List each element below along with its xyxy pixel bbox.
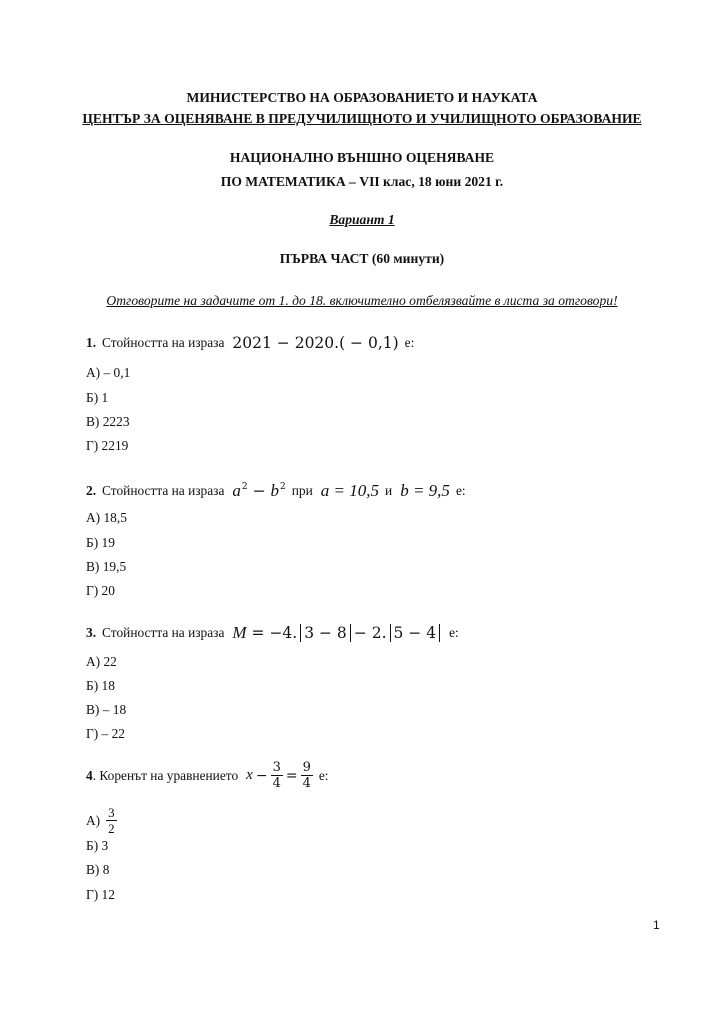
page-number: 1 (653, 918, 660, 932)
math-expression: M = −4. 3 − 8 − 2. 5 − 4 (232, 623, 443, 643)
option-d: Г) 2219 (86, 438, 129, 453)
fraction: $\frac{9}{4}$ (302, 760, 311, 791)
condition-word: при (291, 483, 313, 498)
option-b: Б) 18 (86, 678, 115, 693)
option-c: В) – 18 (86, 702, 127, 717)
option-c: В) 19,5 (86, 559, 127, 574)
question-number: 3. (86, 625, 97, 640)
condition-b: b = 9,5 (400, 481, 450, 500)
question-text: Стойността на израза (102, 483, 225, 498)
question-2 (86, 481, 466, 501)
instruction-text: Отговорите на задачите от 1. до 18. включително отбелязвайте в листа за отговори! (106, 293, 618, 308)
part-heading: ПЪРВА ЧАСТ (60 минути) (279, 251, 445, 266)
option-b: Б) 3 (86, 838, 109, 853)
question-number: 2. (86, 483, 97, 498)
fraction: $\frac{3}{4}$ (272, 760, 281, 791)
exam-title: НАЦИОНАЛНО ВЪНШНО ОЦЕНЯВАНЕ (229, 150, 495, 165)
condition-a: a = 10,5 (320, 481, 380, 500)
option-c: В) 8 (86, 862, 110, 877)
option-d: Г) 20 (86, 583, 115, 598)
math-expression: $a^2 - b^2$ (232, 481, 286, 500)
option-a: А) 18,5 (86, 510, 127, 525)
variant-label: Вариант 1 (329, 212, 395, 227)
question-number: 4 (86, 767, 93, 783)
question-suffix: е: (455, 483, 466, 498)
question-4 (86, 760, 329, 791)
question-suffix: е: (404, 335, 415, 350)
question-suffix: е: (449, 625, 459, 640)
question-3 (86, 623, 459, 643)
math-expression: 2021 − 2020.( − 0,1) (232, 334, 399, 352)
question-suffix: е: (318, 767, 329, 783)
question-text: . Коренът на уравнението (92, 767, 239, 783)
option-label: А) (86, 812, 101, 828)
option-b: Б) 19 (86, 535, 115, 550)
center-heading: ЦЕНТЪР ЗА ОЦЕНЯВАНЕ В ПРЕДУЧИЛИЩНОТО И УЧИЛИЩНОТО ОБРАЗОВАНИЕ (82, 111, 642, 126)
option-a (86, 805, 117, 836)
option-a: А) 22 (86, 654, 117, 669)
conjunction: и (385, 483, 393, 498)
fraction: $\frac{3}{2}$ (108, 805, 115, 836)
option-c: В) 2223 (86, 414, 130, 429)
question-1 (86, 334, 414, 352)
option-a: А) – 0,1 (86, 365, 131, 380)
question-text: Стойността на израза (102, 335, 225, 350)
question-text: Стойността на израза (102, 625, 225, 640)
option-d: Г) 12 (86, 887, 115, 902)
option-d: Г) – 22 (86, 726, 125, 741)
option-b: Б) 1 (86, 390, 109, 405)
exam-subtitle: ПО МАТЕМАТИКА – VII клас, 18 юни 2021 г. (220, 174, 504, 189)
math-expression: x − $\frac{3}{4}$ = $\frac{9}{4}$ (246, 760, 311, 791)
ministry-heading: МИНИСТЕРСТВО НА ОБРАЗОВАНИЕТО И НАУКАТА (186, 90, 538, 105)
question-number: 1. (86, 335, 97, 350)
